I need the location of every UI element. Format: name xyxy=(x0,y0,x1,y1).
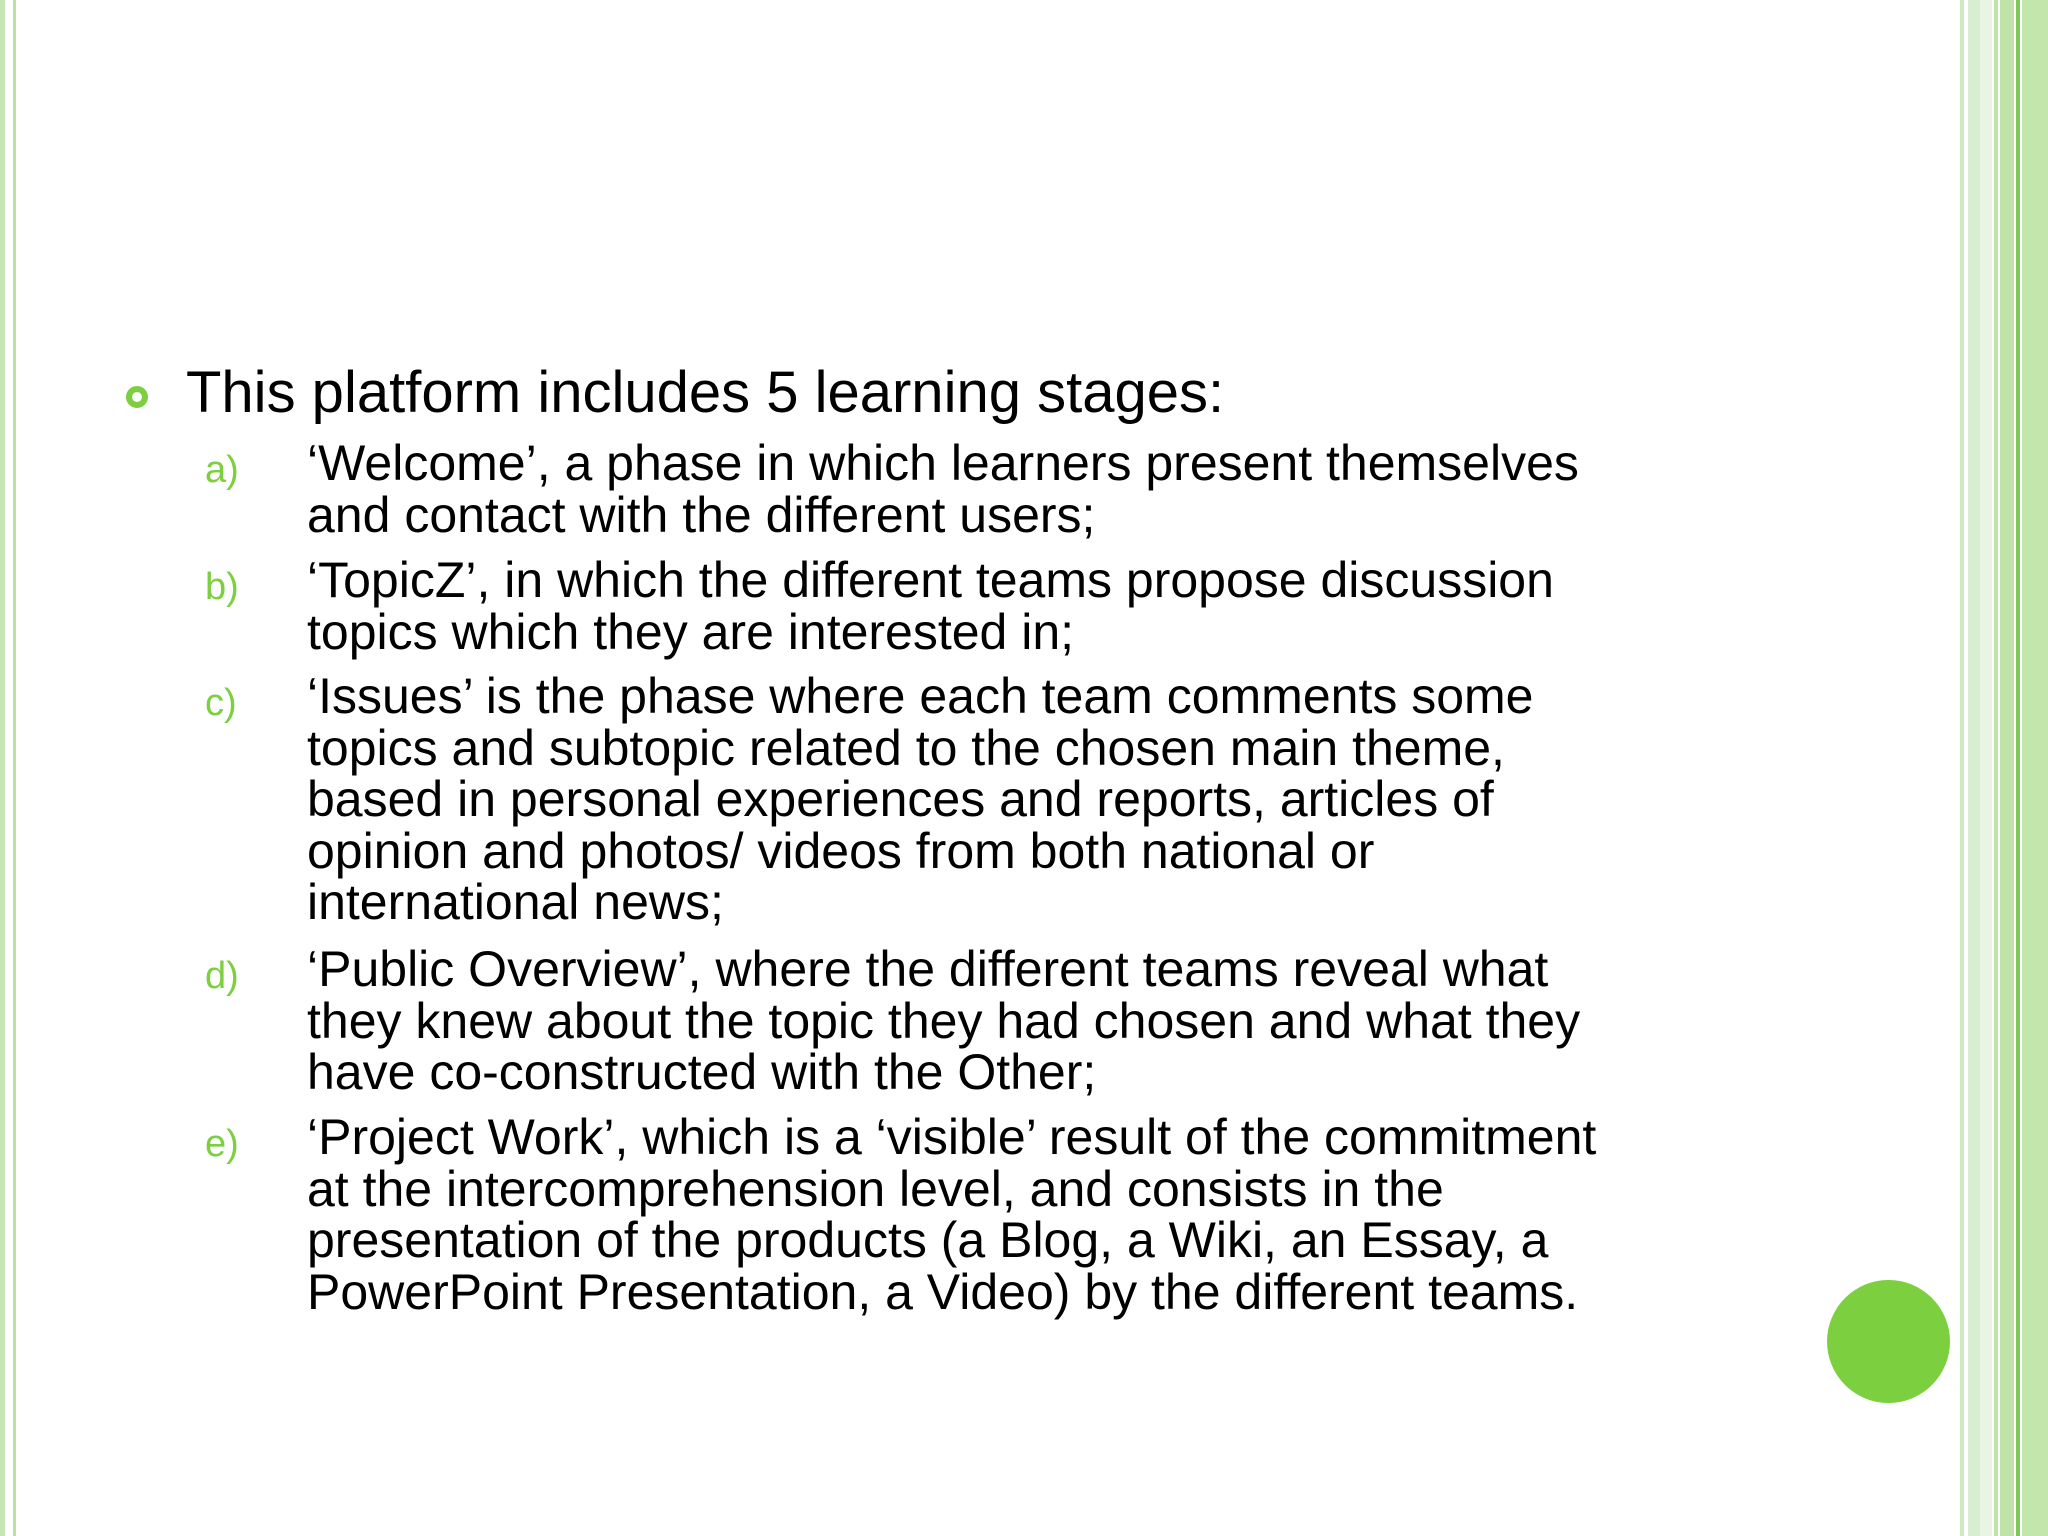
right-decor-stripe xyxy=(1968,0,1980,1536)
list-item-letter: d) xyxy=(205,955,239,997)
list-item-text: ‘Issues’ is the phase where each team comments some topics and subtopic related to the chosen main theme, based in personal experiences and reports, articles of opinion and photos/ videos from both national or international news; xyxy=(307,668,1534,930)
right-decor-stripe xyxy=(1994,0,1998,1536)
list-item-text: ‘TopicZ’, in which the different teams propose discussion topics which they are interested in; xyxy=(307,552,1554,660)
list-item-letter: b) xyxy=(205,566,239,608)
right-decor-stripe xyxy=(1980,0,1992,1536)
list-item-text: ‘Project Work’, which is a ‘visible’ result of the commitment at the intercomprehension level, and consists in the presentation of the products (a Blog, a Wiki, an Essay, a PowerPoint Presentation, a Video) by the different teams. xyxy=(307,1109,1597,1320)
list-item-text: ‘Welcome’, a phase in which learners present themselves and contact with the different users; xyxy=(307,435,1579,543)
right-decor-stripe xyxy=(2000,0,2014,1536)
right-decor-stripe xyxy=(2022,0,2048,1536)
right-decor-stripe xyxy=(1960,0,1964,1536)
list-item-letter: e) xyxy=(205,1123,239,1165)
decorative-green-circle xyxy=(1827,1280,1950,1403)
list-item-text: ‘Public Overview’, where the different teams reveal what they knew about the topic they had chosen and what they have co-constructed with the Other; xyxy=(307,941,1581,1100)
list-item-letter: a) xyxy=(205,449,239,491)
left-border-line xyxy=(0,0,5,1536)
left-border-inner-line xyxy=(13,0,16,1536)
right-decor-stripe xyxy=(2016,0,2020,1536)
ring-bullet-icon xyxy=(126,386,148,408)
list-item-letter: c) xyxy=(205,682,237,724)
slide-heading: This platform includes 5 learning stages: xyxy=(186,360,1225,425)
